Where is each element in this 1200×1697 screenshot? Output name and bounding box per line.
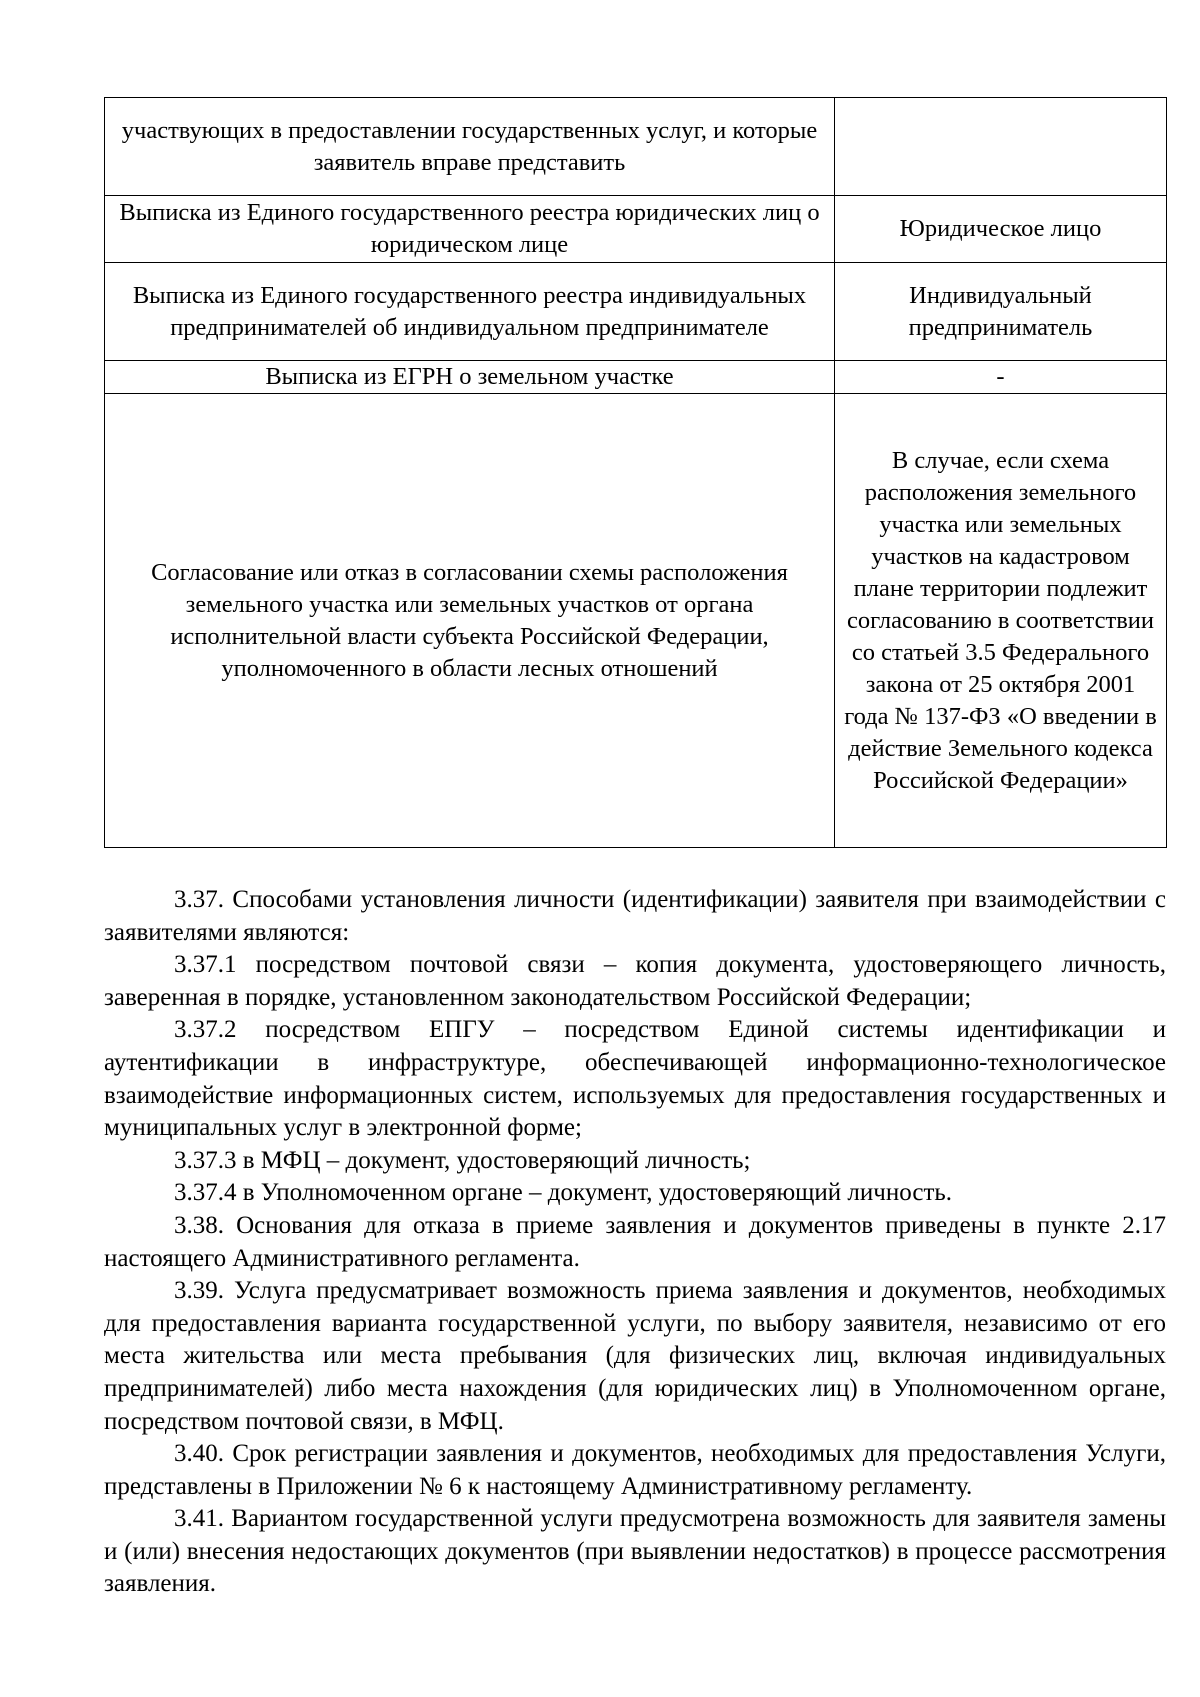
- table-row: [105, 98, 1167, 196]
- document-cell: Выписка из ЕГРН о земельном участке: [105, 361, 835, 394]
- paragraph-3-41: 3.41. Вариантом государственной услуги предусмотрена возможность для заявителя замены и (или) внесения недостающих документов (при выявлении недостатков) в процессе рассмотрения заявления.: [104, 1505, 1166, 1598]
- paragraph-3-37-3: 3.37.3 в МФЦ – документ, удостоверяющий личность;: [174, 1146, 751, 1174]
- document-cell: Выписка из Единого государственного реестра юридических лиц о юридическом лице: [105, 196, 835, 263]
- applicant-cell: Юридическое лицо: [835, 196, 1167, 263]
- paragraph-3-37-1: 3.37.1 посредством почтовой связи – копия документа, удостоверяющего личность, заверенная в порядке, установленном законодательством Российской Федерации;: [104, 951, 1166, 1011]
- table-row: [105, 361, 1167, 394]
- paragraph-3-37-2: 3.37.2 посредством ЕПГУ – посредством Единой системы идентификации и аутентификации в инфраструктуре, обеспечивающей информационно-технологическое взаимодействие информационных систем, используемых для предоставления государственных и муниципальных услуг в электронной форме;: [104, 1016, 1166, 1142]
- body-text: [104, 884, 1166, 1601]
- document-page: [104, 97, 1166, 1601]
- applicant-cell: В случае, если схема расположения земельного участка или земельных участков на кадастровом плане территории подлежит согласованию в соответствии со статьей 3.5 Федерального закона от 25 октября 2001 года № 137-ФЗ «О введении в действие Земельного кодекса Российской Федерации»: [835, 394, 1167, 848]
- documents-table: [104, 97, 1167, 848]
- table-row: [105, 196, 1167, 263]
- table-row: [105, 394, 1167, 848]
- paragraph-3-39: 3.39. Услуга предусматривает возможность приема заявления и документов, необходимых для предоставления варианта государственной услуги, по выбору заявителя, независимо от его места жительства или места пребывания (для физических лиц, включая индивидуальных предпринимателей) либо места нахождения (для юридических лиц) в Уполномоченном органе, посредством почтовой связи, в МФЦ.: [104, 1277, 1166, 1435]
- document-cell: участвующих в предоставлении государственных услуг, и которые заявитель вправе представить: [105, 98, 835, 196]
- paragraph-3-37: 3.37. Способами установления личности (идентификации) заявителя при взаимодействии с заявителями являются:: [104, 886, 1166, 946]
- table-row: [105, 263, 1167, 361]
- applicant-cell: [835, 98, 1167, 196]
- paragraph-3-38: 3.38. Основания для отказа в приеме заявления и документов приведены в пункте 2.17 настоящего Административного регламента.: [104, 1211, 1166, 1272]
- document-cell: Выписка из Единого государственного реестра индивидуальных предпринимателей об индивидуальном предпринимателе: [105, 263, 835, 361]
- paragraph-3-37-4: 3.37.4 в Уполномоченном органе – документ, удостоверяющий личность.: [174, 1179, 953, 1207]
- applicant-cell: -: [835, 361, 1167, 394]
- applicant-cell: Индивидуальный предприниматель: [835, 263, 1167, 361]
- document-cell: Согласование или отказ в согласовании схемы расположения земельного участка или земельных участков от органа исполнительной власти субъекта Российской Федерации, уполномоченного в области лесных отношений: [105, 394, 835, 848]
- paragraph-3-40: 3.40. Срок регистрации заявления и документов, необходимых для предоставления Услуги, представлены в Приложении № 6 к настоящему Административному регламенту.: [104, 1440, 1166, 1500]
